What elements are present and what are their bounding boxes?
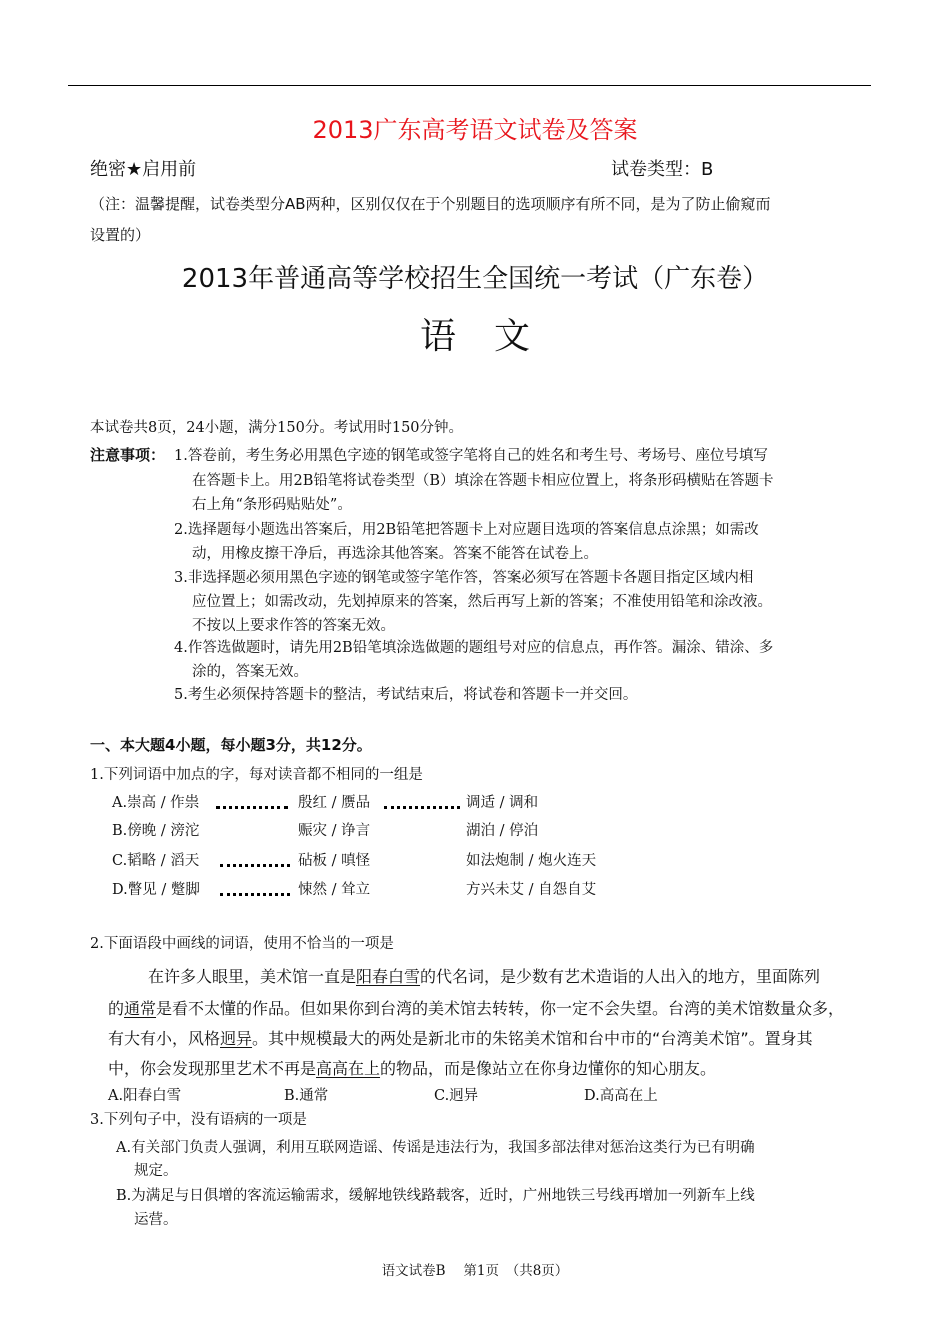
q2-option-b: B.通常 <box>284 1088 329 1104</box>
notice-line: 不按以上要求作答的答案无效。 <box>192 618 395 634</box>
paper-type-label: 试卷类型：B <box>611 159 714 180</box>
underlined-phrase: 高高在上 <box>316 1059 381 1078</box>
notice-line: 应位置上；如需改动，先划掉原来的答案，然后再写上新的答案；不准使用铅笔和涂改液。 <box>192 594 772 610</box>
confidential-label: 绝密★启用前 <box>90 159 197 180</box>
passage-line: 有大有小，风格迥异。其中规模最大的两处是新北市的朱铭美术馆和台中市的“台湾美术馆”。置身其 <box>108 1029 813 1048</box>
notice-line: 4.作答选做题时，请先用2B铅笔填涂选做题的题组号对应的信息点，再作答。漏涂、错涂、多 <box>174 640 774 656</box>
q3-option-b-line: B.为满足与日俱增的客流运输需求，缓解地铁线路载客，近时，广州地铁三号线再增加一列新车上线 <box>116 1188 755 1204</box>
emphasis-dots <box>216 806 288 809</box>
q1-option-b-word1: B.傍晚 / 滂沱 <box>112 823 200 839</box>
emphasis-dots <box>220 864 290 867</box>
q2-option-d: D.高高在上 <box>584 1088 658 1104</box>
top-rule <box>68 85 871 86</box>
passage-line: 在许多人眼里，美术馆一直是阳春白雪的代名词，是少数有艺术造诣的人出入的地方，里面陈列 <box>148 967 821 986</box>
question-2-stem: 2.下面语段中画线的词语，使用不恰当的一项是 <box>90 936 394 952</box>
q1-option-a-word2: 殷红 / 赝品 <box>298 795 371 811</box>
page-footer: 语文试卷B 第1页 （共8页） <box>381 1263 569 1279</box>
q1-option-a-word3: 调适 / 调和 <box>466 795 539 811</box>
emphasis-dots <box>220 893 290 896</box>
notice-label: 注意事项： <box>90 446 166 464</box>
q1-option-b-word3: 湖泊 / 停泊 <box>466 823 539 839</box>
document-title: 2013广东高考语文试卷及答案 <box>312 116 638 144</box>
underlined-phrase: 通常 <box>124 999 157 1018</box>
underlined-phrase: 迥异 <box>220 1029 253 1048</box>
notice-line: 3.非选择题必须用黑色字迹的钢笔或签字笔作答，答案必须写在答题卡各题目指定区域内相 <box>174 570 754 586</box>
subject-title: 语文 <box>419 316 568 357</box>
q1-option-c-word2: 砧板 / 嗔怪 <box>298 853 371 869</box>
emphasis-dots <box>384 806 460 809</box>
underlined-phrase: 阳春白雪 <box>356 967 421 986</box>
q1-option-a-word1: A.崇高 / 作祟 <box>112 795 200 811</box>
question-3-stem: 3.下列句子中，没有语病的一项是 <box>90 1112 307 1128</box>
q1-option-d-word1: D.瞥见 / 蹩脚 <box>112 882 200 898</box>
notice-line: 1.答卷前，考生务必用黑色字迹的钢笔或签字笔将自己的姓名和考生号、考场号、座位号填写 <box>174 448 768 464</box>
q3-option-b-line: 运营。 <box>134 1212 178 1228</box>
exam-title: 2013年普通高等学校招生全国统一考试（广东卷） <box>181 264 769 294</box>
q1-option-b-word2: 赈灾 / 诤言 <box>298 823 371 839</box>
notice-line: 5.考生必须保持答题卡的整洁，考试结束后，将试卷和答题卡一并交回。 <box>174 687 638 703</box>
notice-line: 在答题卡上。用2B铅笔将试卷类型（B）填涂在答题卡相应位置上，将条形码横贴在答题卡 <box>192 473 774 489</box>
passage-line: 中，你会发现那里艺术不再是高高在上的物品，而是像站立在你身边懂你的知心朋友。 <box>108 1059 717 1078</box>
q1-option-d-word2: 悚然 / 耸立 <box>298 882 371 898</box>
section-heading: 一、本大题4小题，每小题3分，共12分。 <box>90 736 372 754</box>
notice-line: 涂的，答案无效。 <box>192 664 308 680</box>
q1-option-c-word3: 如法炮制 / 炮火连天 <box>466 853 597 869</box>
q3-option-a-line: A.有关部门负责人强调，利用互联网造谣、传谣是违法行为，我国多部法律对惩治这类行为已有明确 <box>116 1140 755 1156</box>
q1-option-c-word1: C.韬略 / 滔天 <box>112 853 200 869</box>
intro-text: 本试卷共8页，24小题，满分150分。考试用时150分钟。 <box>90 420 464 436</box>
q2-option-c: C.迥异 <box>434 1088 479 1104</box>
question-1-stem: 1.下列词语中加点的字，每对读音都不相同的一组是 <box>90 767 423 783</box>
passage-line: 的通常是看不太懂的作品。但如果你到台湾的美术馆去转转，你一定不会失望。台湾的美术馆数量众多， <box>108 999 845 1018</box>
q1-option-d-word3: 方兴未艾 / 自怨自艾 <box>466 882 597 898</box>
notice-line: 右上角“条形码贴贴处”。 <box>192 497 352 513</box>
notice-line: 2.选择题每小题选出答案后，用2B铅笔把答题卡上对应题目选项的答案信息点涂黑；如需改 <box>174 522 759 538</box>
q3-option-a-line: 规定。 <box>134 1163 178 1179</box>
notice-line: 动，用橡皮擦干净后，再选涂其他答案。答案不能答在试卷上。 <box>192 546 598 562</box>
note-line: （注：温馨提醒，试卷类型分AB两种，区别仅仅在于个别题目的选项顺序有所不同，是为了防止偷窥而 <box>90 195 771 213</box>
q2-option-a: A.阳春白雪 <box>108 1088 182 1104</box>
note-line: 设置的） <box>90 226 151 244</box>
